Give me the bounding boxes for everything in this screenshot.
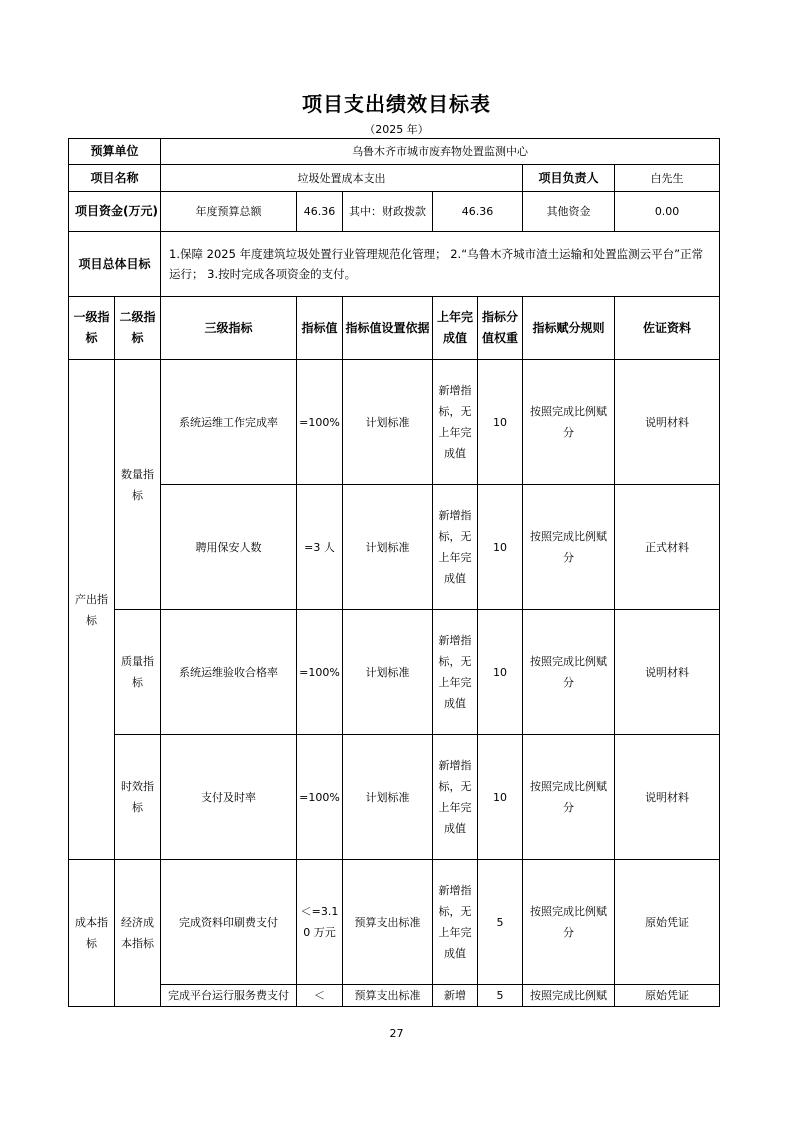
project-label: 项目名称 [69, 165, 161, 192]
row-rule: 按照完成比例赋分 [523, 610, 615, 735]
fiscal-value: 46.36 [433, 192, 523, 232]
project-value: 垃圾处置成本支出 [161, 165, 523, 192]
row-rule: 按照完成比例赋分 [523, 485, 615, 610]
row-evidence: 说明材料 [615, 360, 720, 485]
row-rule: 按照完成比例赋 [523, 985, 615, 1007]
fiscal-label: 其中：财政拨款 [343, 192, 433, 232]
row-name: 系统运维工作完成率 [161, 360, 297, 485]
row-value: =100% [297, 360, 343, 485]
table-row [69, 485, 720, 610]
row-basis: 预算支出标准 [343, 985, 433, 1007]
performance-table [68, 138, 720, 1007]
row-value: =100% [297, 610, 343, 735]
row-name: 系统运维验收合格率 [161, 610, 297, 735]
row-evidence: 说明材料 [615, 735, 720, 860]
row-basis: 计划标准 [343, 360, 433, 485]
level2-quality: 质量指标 [115, 610, 161, 735]
col-last: 上年完成值 [433, 297, 478, 360]
page-number: 27 [389, 1027, 404, 1040]
row-value: ＜=3.10 万元 [297, 860, 343, 985]
row-name: 聘用保安人数 [161, 485, 297, 610]
row-weight: 10 [478, 485, 523, 610]
row-evidence: 原始凭证 [615, 860, 720, 985]
year-label: （2025 年） [364, 123, 429, 136]
col-level1: 一级指标 [69, 297, 115, 360]
col-rule: 指标赋分规则 [523, 297, 615, 360]
col-level3: 三级指标 [161, 297, 297, 360]
row-weight: 5 [478, 985, 523, 1007]
leader-label: 项目负责人 [523, 165, 615, 192]
row-last: 新增指标，无上年完成值 [433, 360, 478, 485]
row-basis: 计划标准 [343, 735, 433, 860]
row-last: 新增 [433, 985, 478, 1007]
fund-label: 项目资金(万元) [69, 192, 161, 232]
row-name: 支付及时率 [161, 735, 297, 860]
leader-value: 白先生 [615, 165, 720, 192]
goal-label: 项目总体目标 [69, 232, 161, 297]
col-value: 指标值 [297, 297, 343, 360]
unit-value: 乌鲁木齐市城市废弃物处置监测中心 [161, 139, 720, 165]
row-last: 新增指标，无上年完成值 [433, 610, 478, 735]
row-evidence: 正式材料 [615, 485, 720, 610]
row-name: 完成资料印刷费支付 [161, 860, 297, 985]
level2-economic: 经济成本指标 [115, 860, 161, 1007]
level1-cost: 成本指标 [69, 860, 115, 1007]
other-value: 0.00 [615, 192, 720, 232]
row-evidence: 说明材料 [615, 610, 720, 735]
row-weight: 5 [478, 860, 523, 985]
page-title: 项目支出绩效目标表 [302, 92, 491, 116]
table-row [69, 360, 720, 485]
row-basis: 计划标准 [343, 485, 433, 610]
col-weight: 指标分值权重 [478, 297, 523, 360]
row-last: 新增指标，无上年完成值 [433, 735, 478, 860]
table-row [69, 985, 720, 1007]
goal-text: 1.保障 2025 年度建筑垃圾处置行业管理规范化管理； 2.“乌鲁木齐城市渣土运输和处置监测云平台”正常运行； 3.按时完成各项资金的支付。 [161, 232, 720, 297]
row-basis: 预算支出标准 [343, 860, 433, 985]
row-weight: 10 [478, 360, 523, 485]
row-last: 新增指标，无上年完成值 [433, 860, 478, 985]
row-value: =3 人 [297, 485, 343, 610]
row-value: =100% [297, 735, 343, 860]
row-evidence: 原始凭证 [615, 985, 720, 1007]
row-basis: 计划标准 [343, 610, 433, 735]
unit-label: 预算单位 [69, 139, 161, 165]
row-weight: 10 [478, 735, 523, 860]
table-row [69, 610, 720, 735]
row-rule: 按照完成比例赋分 [523, 860, 615, 985]
table-row [69, 860, 720, 985]
col-basis: 指标值设置依据 [343, 297, 433, 360]
row-weight: 10 [478, 610, 523, 735]
row-value: ＜ [297, 985, 343, 1007]
row-rule: 按照完成比例赋分 [523, 360, 615, 485]
row-rule: 按照完成比例赋分 [523, 735, 615, 860]
level2-timeliness: 时效指标 [115, 735, 161, 860]
row-name: 完成平台运行服务费支付 [161, 985, 297, 1007]
table-row [69, 735, 720, 860]
other-label: 其他资金 [523, 192, 615, 232]
col-evidence: 佐证资料 [615, 297, 720, 360]
annual-value: 46.36 [297, 192, 343, 232]
row-last: 新增指标，无上年完成值 [433, 485, 478, 610]
annual-label: 年度预算总额 [161, 192, 297, 232]
level1-output: 产出指标 [69, 360, 115, 860]
level2-quantity: 数量指标 [115, 360, 161, 610]
col-level2: 二级指标 [115, 297, 161, 360]
